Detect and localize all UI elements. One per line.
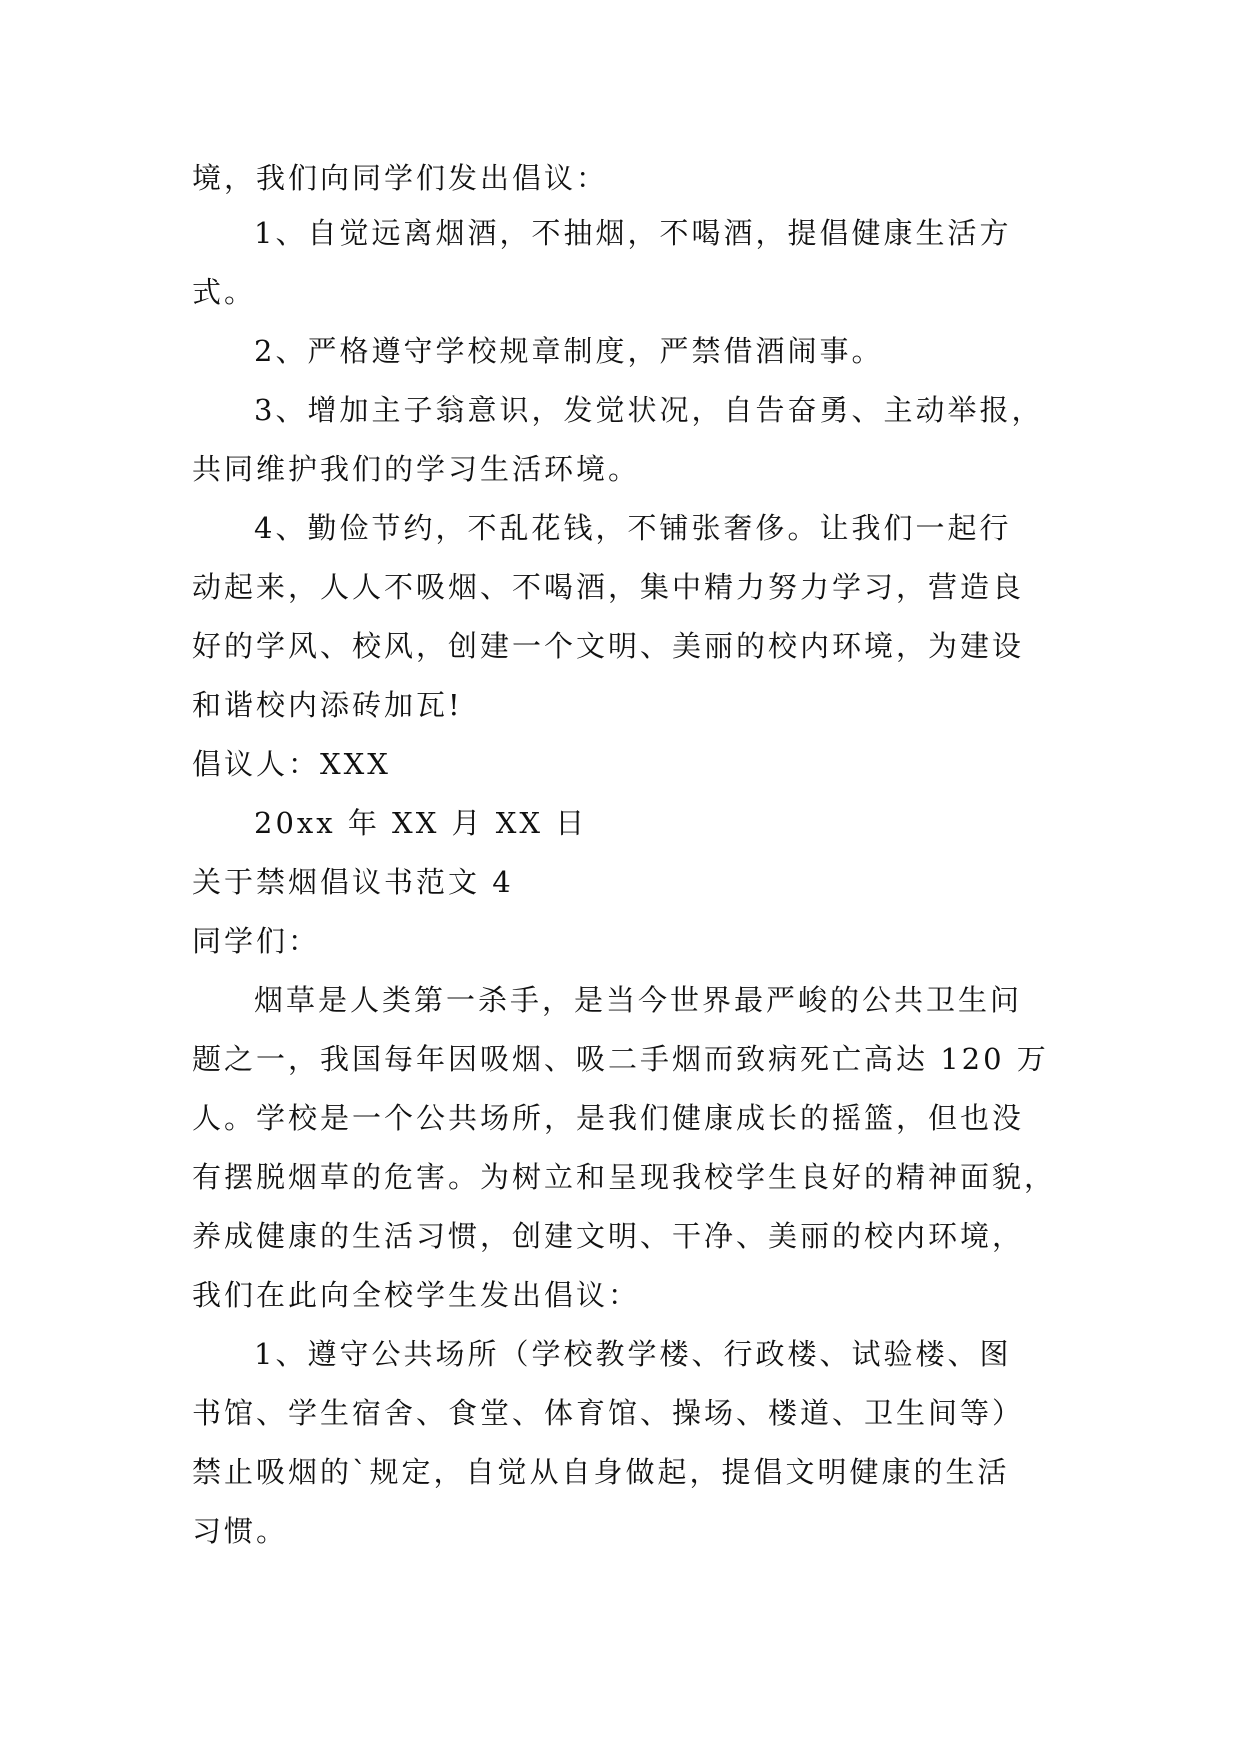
text-line: 境，我们向同学们发出倡议：: [192, 161, 609, 195]
text-line: 4、勤俭节约，不乱花钱，不铺张奢侈。让我们一起行: [254, 511, 1012, 545]
text-line: 人。学校是一个公共场所，是我们健康成长的摇篮，但也没: [192, 1101, 1025, 1135]
text-line: 和谐校内添砖加瓦!: [192, 688, 463, 722]
text-line: 书馆、学生宿舍、食堂、体育馆、操场、楼道、卫生间等）: [192, 1396, 1025, 1430]
text-line: 养成健康的生活习惯，创建文明、干净、美丽的校内环境，: [192, 1219, 1025, 1253]
text-line: 题之一，我国每年因吸烟、吸二手烟而致病死亡高达 120 万: [192, 1042, 1049, 1076]
text-line: 1、自觉远离烟酒，不抽烟，不喝酒，提倡健康生活方: [254, 216, 1012, 250]
text-line: 有摆脱烟草的危害。为树立和呈现我校学生良好的精神面貌，: [192, 1160, 1057, 1194]
text-line: 我们在此向全校学生发出倡议：: [192, 1278, 641, 1312]
signatory-line: 倡议人：XXX: [192, 747, 391, 781]
text-line: 烟草是人类第一杀手，是当今世界最严峻的公共卫生问: [254, 983, 1023, 1017]
document-body: [192, 152, 1057, 1561]
text-line: 3、增加主子翁意识，发觉状况，自告奋勇、主动举报，: [254, 393, 1044, 427]
text-line: 禁止吸烟的`规定，自觉从自身做起，提倡文明健康的生活: [192, 1455, 1010, 1489]
text-line: 共同维护我们的学习生活环境。: [192, 452, 641, 486]
section-title: 关于禁烟倡议书范文 4: [192, 865, 514, 899]
text-line: 习惯。: [192, 1514, 289, 1548]
salutation: 同学们：: [192, 924, 321, 958]
text-line: 动起来，人人不吸烟、不喝酒，集中精力努力学习，营造良: [192, 570, 1025, 604]
date-line: 20xx 年 XX 月 XX 日: [254, 806, 588, 840]
text-line: 式。: [192, 275, 257, 309]
text-line: 1、遵守公共场所（学校教学楼、行政楼、试验楼、图: [254, 1337, 1012, 1371]
text-line: 好的学风、校风，创建一个文明、美丽的校内环境，为建设: [192, 629, 1025, 663]
text-line: 2、严格遵守学校规章制度，严禁借酒闹事。: [254, 334, 884, 368]
